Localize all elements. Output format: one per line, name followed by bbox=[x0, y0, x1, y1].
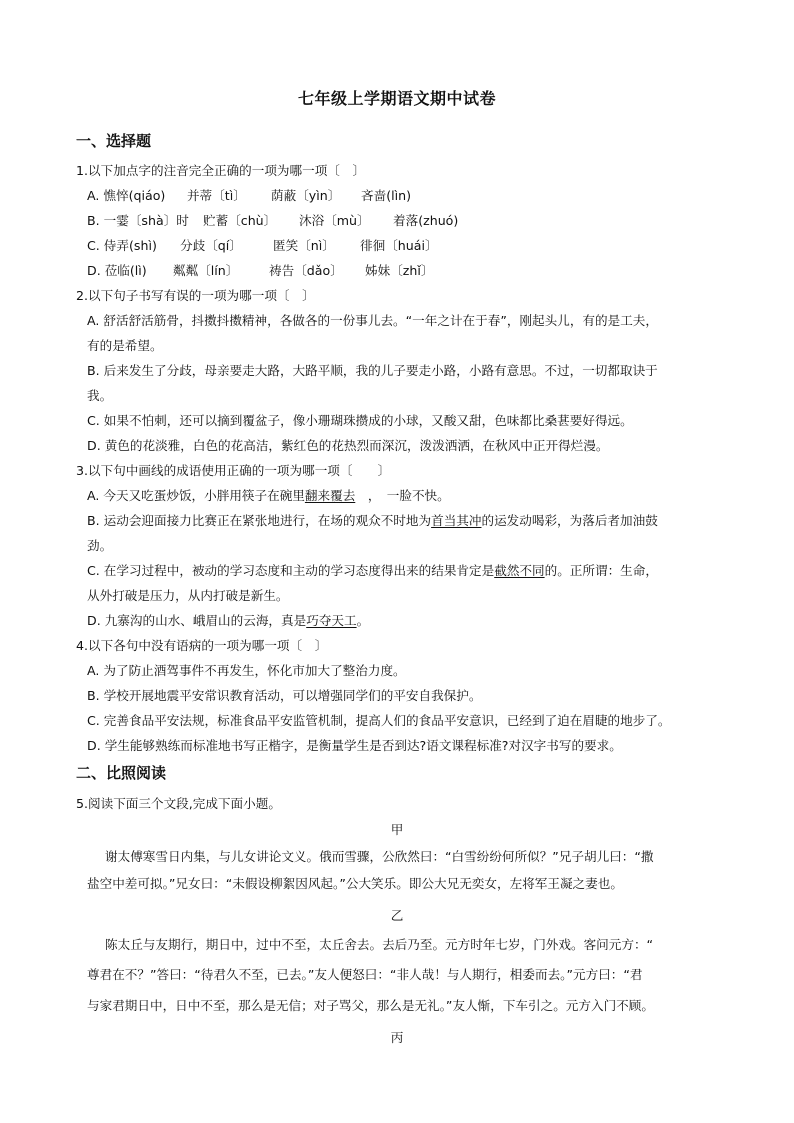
q1-d-item-2: 粼粼〔lín〕 bbox=[173, 263, 239, 278]
q3-c-tail: 的。正所谓：生命， bbox=[544, 563, 658, 578]
question-3-option-b-cont: 劲。 bbox=[87, 538, 113, 553]
question-4-option-b: B. 学校开展地震平安常识教育活动，可以增强同学们的平安自我保护。 bbox=[87, 688, 482, 703]
q1-c-item-3: 匿笑〔nì〕 bbox=[273, 238, 335, 253]
passage-jia-label: 甲 bbox=[390, 822, 404, 837]
question-1-option-d bbox=[87, 263, 433, 279]
question-2-option-c: C. 如果不怕刺，还可以摘到覆盆子，像小珊瑚珠攒成的小球，又酸又甜，色味都比桑葚要好得远。 bbox=[87, 413, 633, 428]
question-2-stem: 2.以下句子书写有误的一项为哪一项〔 〕 bbox=[76, 288, 315, 303]
q1-b-item-4: 着落(zhuó) bbox=[393, 213, 459, 228]
question-3-option-b bbox=[87, 513, 658, 529]
q1-b-item-1: B. 一霎〔shà〕时 bbox=[87, 213, 189, 228]
q1-d-item-3: 祷告〔dǎo〕 bbox=[269, 263, 343, 278]
q3-b-text: B. 运动会迎面接力比赛正在紧张地进行，在场的观众不时地为 bbox=[87, 513, 432, 528]
section-heading-reading: 二、比照阅读 bbox=[76, 764, 167, 782]
question-3-option-c bbox=[87, 563, 658, 579]
passage-jia-line-2: 盐空中差可拟。”兄女曰：“未假设柳絮因风起。”公大笑乐。即公大兄无奕女，左将军王凝之妻也。 bbox=[87, 876, 623, 891]
q1-b-item-3: 沐浴〔mù〕 bbox=[299, 213, 370, 228]
q1-d-item-4: 姊妹〔zhǐ〕 bbox=[365, 263, 434, 278]
question-4-option-c: C. 完善食品平安法规，标准食品平安监管机制，提高人们的食品平安意识，已经到了迫在眉睫的地步了。 bbox=[87, 713, 671, 728]
page-title: 七年级上学期语文期中试卷 bbox=[297, 89, 496, 108]
question-3-stem: 3.以下句中画线的成语使用正确的一项为哪一项〔 〕 bbox=[76, 463, 391, 478]
passage-yi-line-3: 与家君期日中，日中不至，那么是无信；对子骂父，那么是无礼。”友人惭，下车引之。元方入门不顾。 bbox=[87, 998, 654, 1013]
q1-a-item-4: 吝啬(lìn) bbox=[361, 188, 411, 203]
question-4-stem: 4.以下各句中没有语病的一项为哪一项〔 〕 bbox=[76, 638, 328, 653]
passage-yi-line-2: 尊君在不？”答曰：“待君久不至，已去。”友人便怒曰：“非人哉！与人期行，相委而去。”元方曰：“君 bbox=[87, 967, 643, 982]
question-1-option-c bbox=[87, 238, 438, 254]
q3-a-tail: ， 一脸不快。 bbox=[355, 488, 450, 503]
question-1-option-a bbox=[87, 188, 411, 204]
question-2-option-b: B. 后来发生了分歧，母亲要走大路，大路平顺，我的儿子要走小路，小路有意思。不过，一切都取诀于 bbox=[87, 363, 658, 378]
question-4-option-d: D. 学生能够熟练而标准地书写正楷字，是衡量学生是否到达?语文课程标准?对汉字书写的要求。 bbox=[87, 738, 622, 753]
q1-b-item-2: 贮蓄〔chù〕 bbox=[203, 213, 277, 228]
passage-bing-label: 丙 bbox=[390, 1030, 404, 1045]
q1-a-item-3: 荫蔽〔yìn〕 bbox=[271, 188, 341, 203]
q1-c-item-2: 分歧〔qí〕 bbox=[180, 238, 242, 253]
question-5-stem: 5.阅读下面三个文段,完成下面小题。 bbox=[76, 796, 281, 811]
q3-a-text: A. 今天又吃蛋炒饭，小胖用筷子在碗里 bbox=[87, 488, 305, 503]
q1-c-item-4: 徘徊〔huái〕 bbox=[360, 238, 438, 253]
question-2-option-b-cont: 我。 bbox=[87, 388, 113, 403]
q1-d-item-1: D. 莅临(lì) bbox=[87, 263, 147, 278]
question-1-option-b bbox=[87, 213, 458, 229]
passage-yi-label: 乙 bbox=[390, 908, 404, 923]
question-3-option-a bbox=[87, 488, 450, 504]
q3-d-text: D. 九寨沟的山水、峨眉山的云海，真是 bbox=[87, 613, 307, 628]
q3-d-tail: 。 bbox=[356, 613, 370, 628]
section-heading-choice: 一、选择题 bbox=[76, 132, 152, 150]
question-4-option-a: A. 为了防止酒驾事件不再发生，怀化市加大了整治力度。 bbox=[87, 663, 406, 678]
q3-b-underlined-idiom: 首当其冲 bbox=[431, 513, 482, 528]
passage-jia-line-1: 谢太傅寒雪日内集，与儿女讲论文义。俄而雪骤，公欣然曰：“白雪纷纷何所似？”兄子胡儿曰：“撒 bbox=[105, 849, 654, 864]
question-2-option-a: A. 舒活舒活筋骨，抖擞抖擞精神，各做各的一份事儿去。“一年之计在于春”，刚起头儿，有的是工夫， bbox=[87, 313, 658, 328]
q3-d-underlined-idiom: 巧夺天工 bbox=[306, 613, 357, 628]
question-3-option-d bbox=[87, 613, 369, 629]
question-1-stem: 1.以下加点字的注音完全正确的一项为哪一项〔 〕 bbox=[76, 163, 366, 178]
q1-a-item-1: A. 憔悴(qiáo) bbox=[87, 188, 166, 203]
passage-yi-line-1: 陈太丘与友期行，期日中，过中不至，太丘舍去。去后乃至。元方时年七岁，门外戏。客问元方：“ bbox=[105, 937, 654, 952]
question-2-option-d: D. 黄色的花淡雅，白色的花高洁，紫红色的花热烈而深沉，泼泼洒洒，在秋风中正开得烂漫。 bbox=[87, 438, 609, 453]
question-2-option-a-cont: 有的是希望。 bbox=[87, 338, 163, 353]
q3-c-text: C. 在学习过程中，被动的学习态度和主动的学习态度得出来的结果肯定是 bbox=[87, 563, 495, 578]
q3-b-tail: 的运发动喝彩，为落后者加油鼓 bbox=[481, 513, 658, 528]
question-3-option-c-cont: 从外打破是压力，从内打破是新生。 bbox=[87, 588, 289, 603]
q1-c-item-1: C. 侍弄(shì) bbox=[87, 238, 157, 253]
q1-a-item-2: 并蒂〔tì〕 bbox=[187, 188, 246, 203]
q3-a-underlined-idiom: 翻来覆去 bbox=[304, 488, 356, 503]
q3-c-underlined-idiom: 截然不同 bbox=[494, 563, 545, 578]
